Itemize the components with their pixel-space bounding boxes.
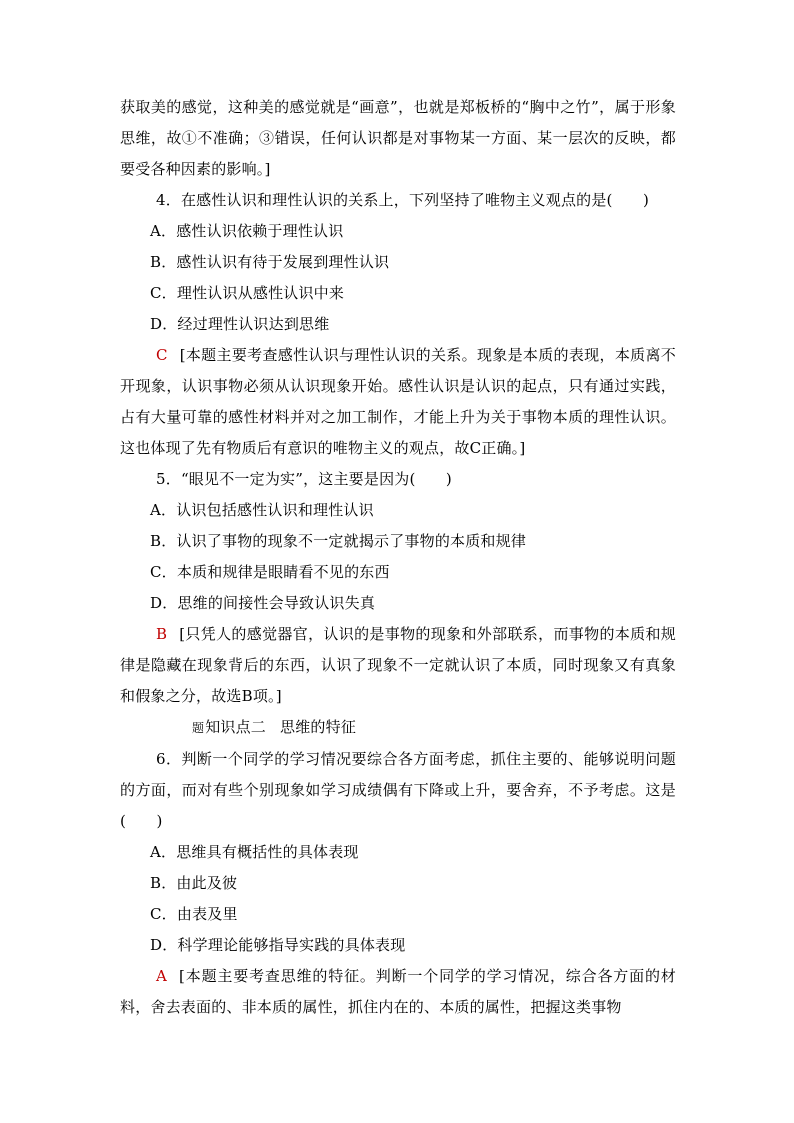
question-4-stem: 4．在感性认识和理性认识的关系上，下列坚持了唯物主义观点的是( ): [156, 191, 650, 209]
intro-paragraph: 获取美的感觉，这种美的感觉就是“画意”，也就是郑板桥的“胸中之竹”，属于形象思维，故①不准确；③错误，任何认识都是对事物某一方面、某一层次的反映，都要受各种因素的影响。]: [120, 98, 676, 178]
question-4-option-a: A．感性认识依赖于理性认识: [150, 222, 344, 240]
question-5-option-a: A．认识包括感性认识和理性认识: [150, 501, 374, 519]
question-6-explanation: [120, 961, 676, 1023]
section-heading: [120, 712, 676, 744]
question-bank-icon: 题: [192, 721, 205, 735]
question-4-option-c: C．理性认识从感性认识中来: [150, 284, 345, 302]
question-6-option-d: D．科学理论能够指导实践的具体表现: [150, 936, 406, 954]
question-5-stem: 5．“眼见不一定为实”，这主要是因为( ): [156, 470, 452, 488]
question-6-option-a: A．思维具有概括性的具体表现: [150, 843, 359, 861]
question-4-explanation-text: [本题主要考查感性认识与理性认识的关系。现象是本质的表现，本质离不开现象，认识事物必须从认识现象开始。感性认识是认识的起点，只有通过实践，占有大量可靠的感性材料并对之加工制作，才能上升为关于事物本质的理性认识。这也体现了先有物质后有意识的唯物主义的观点，故C正确。]: [120, 346, 676, 457]
question-4-answer: C: [156, 346, 168, 364]
question-5: [120, 464, 676, 712]
question-4-option-d: D．经过理性认识达到思维: [150, 315, 330, 333]
question-5-explanation: [120, 619, 676, 712]
question-6-option-b: B．由此及彼: [150, 874, 238, 892]
question-5-option-b: B．认识了事物的现象不一定就揭示了事物的本质和规律: [150, 532, 527, 550]
question-4: [120, 185, 676, 464]
question-4-option-b: B．感性认识有待于发展到理性认识: [150, 253, 390, 271]
question-6-answer: A: [156, 967, 168, 985]
section-title: 知识点二: [205, 718, 267, 736]
question-5-option-c: C．本质和规律是眼睛看不见的东西: [150, 563, 390, 581]
question-6-explanation-text: [本题主要考查思维的特征。判断一个同学的学习情况，综合各方面的材料，舍去表面的、非本质的属性，抓住内在的、本质的属性，把握这类事物: [120, 967, 676, 1016]
question-4-explanation: [120, 340, 676, 464]
question-6-stem: 6．判断一个同学的学习情况要综合各方面考虑，抓住主要的、能够说明问题的方面，而对有些个别现象如学习成绩偶有下降或上升，要舍弃，不予考虑。这是( ): [120, 750, 676, 830]
question-6-option-c: C．由表及里: [150, 905, 238, 923]
document-page: [120, 92, 676, 1023]
question-5-explanation-text: [只凭人的感觉器官，认识的是事物的现象和外部联系，而事物的本质和规律是隐藏在现象背后的东西，认识了现象不一定就认识了本质，同时现象又有真象和假象之分，故选B项。]: [120, 625, 676, 705]
question-6: [120, 744, 676, 1023]
section-subtitle: 思维的特征: [280, 718, 357, 736]
question-5-answer: B: [156, 625, 168, 643]
question-5-option-d: D．思维的间接性会导致认识失真: [150, 594, 376, 612]
